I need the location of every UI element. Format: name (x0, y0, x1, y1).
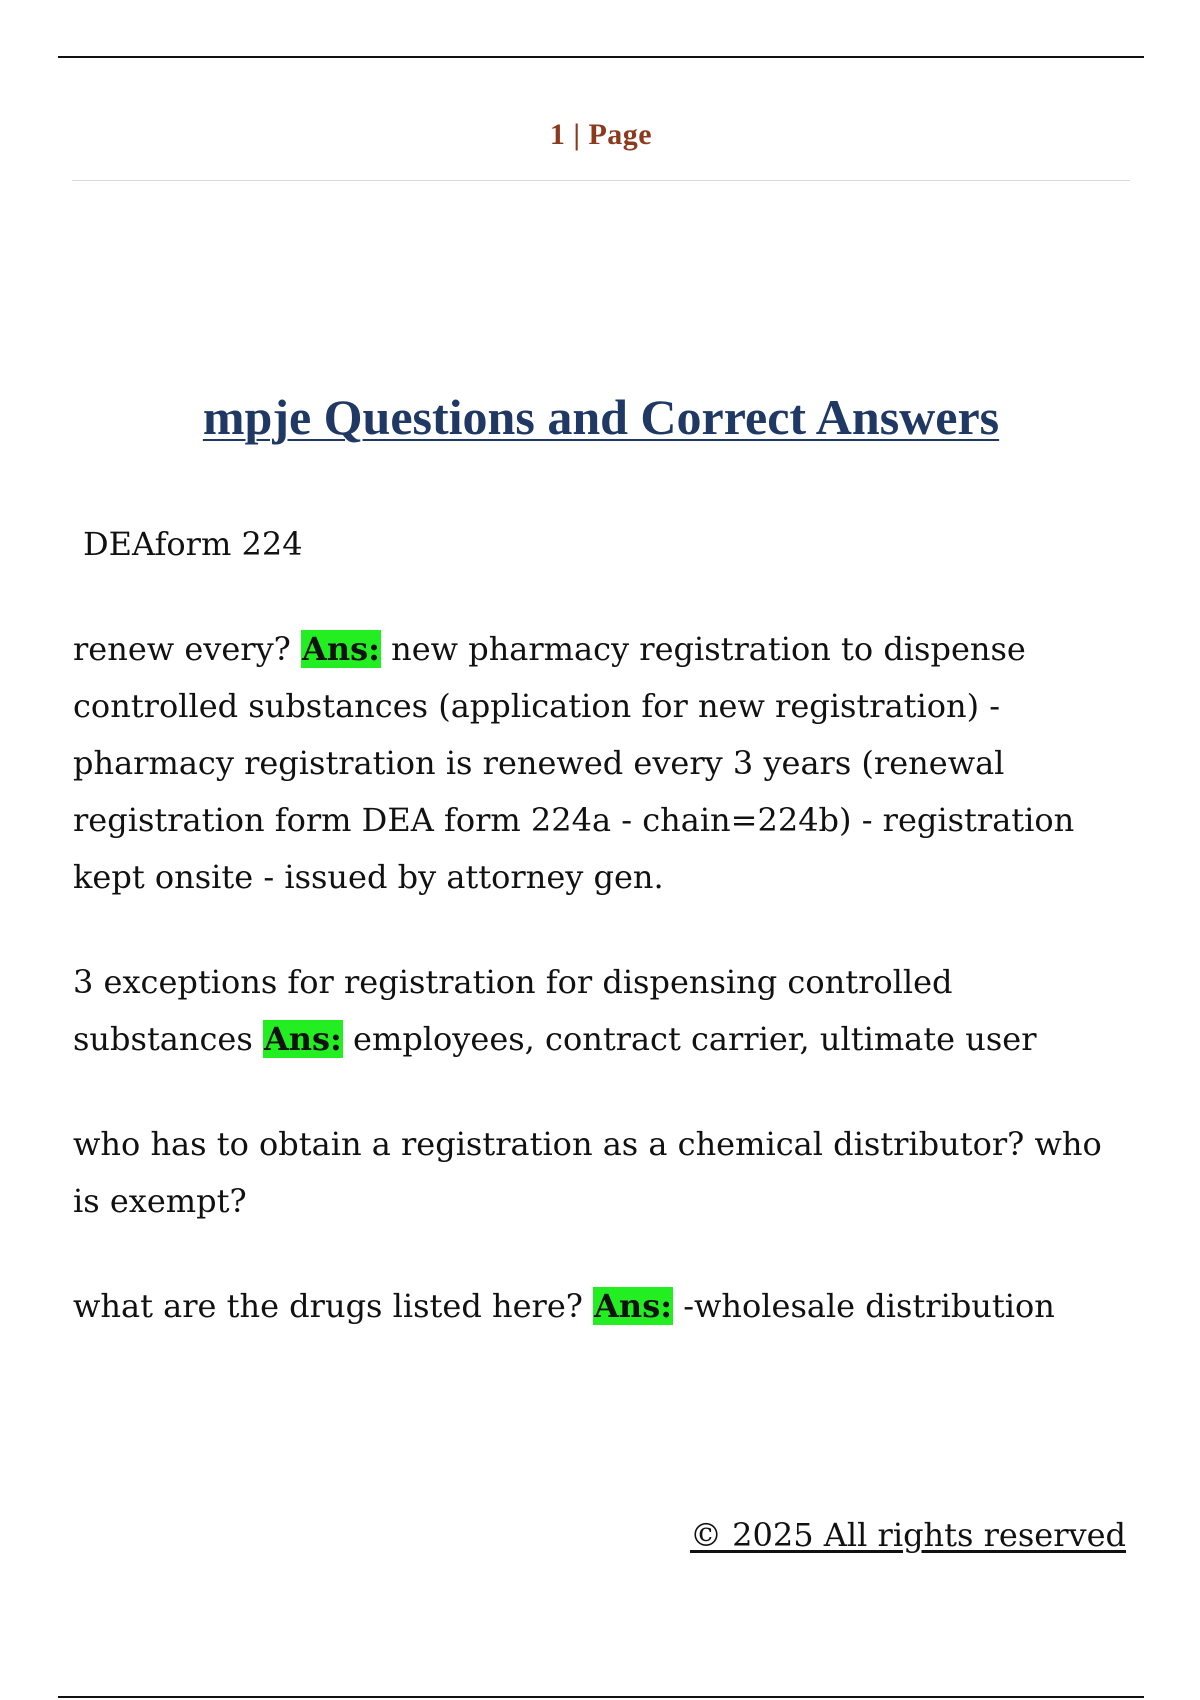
page-separator: | (573, 118, 581, 151)
document-title (72, 384, 1130, 450)
question-text: renew every? (73, 630, 291, 668)
top-border-rule (58, 56, 1144, 58)
page-number: 1 (549, 118, 566, 151)
question-text: DEAform 224 (83, 525, 303, 563)
question-text: 3 exceptions for registration for dispensing controlled substances (73, 963, 953, 1058)
answer-text: new pharmacy registration to dispense controlled substances (application for new registration) - pharmacy registration is renewed every 3 years (renewal registration form DEA form 224a - chain=224b) - registration kept onsite - issued by attorney gen. (73, 630, 1075, 896)
answer-label-highlight: Ans: (263, 1020, 342, 1058)
question-text: what are the drugs listed here? (73, 1287, 583, 1325)
qa-content (73, 516, 1133, 1383)
page-label: Page (588, 118, 653, 151)
question-text: who has to obtain a registration as a chemical distributor? who is exempt? (73, 1125, 1102, 1220)
answer-label-highlight: Ans: (302, 630, 380, 668)
qa-item (73, 1278, 1133, 1335)
qa-item (73, 1116, 1133, 1230)
answer-text: -wholesale distribution (683, 1287, 1055, 1325)
qa-item (73, 516, 1133, 573)
qa-item (73, 954, 1133, 1068)
copyright-footer: © 2025 All rights reserved (690, 1516, 1126, 1554)
page-number-header (72, 118, 1130, 152)
bottom-border-rule (58, 1696, 1144, 1698)
answer-text: employees, contract carrier, ultimate user (353, 1020, 1037, 1058)
header-divider (72, 180, 1130, 181)
document-title-text: mpje Questions and Correct Answers (202, 389, 1000, 445)
qa-item (73, 621, 1133, 906)
answer-label-highlight: Ans: (594, 1287, 673, 1325)
